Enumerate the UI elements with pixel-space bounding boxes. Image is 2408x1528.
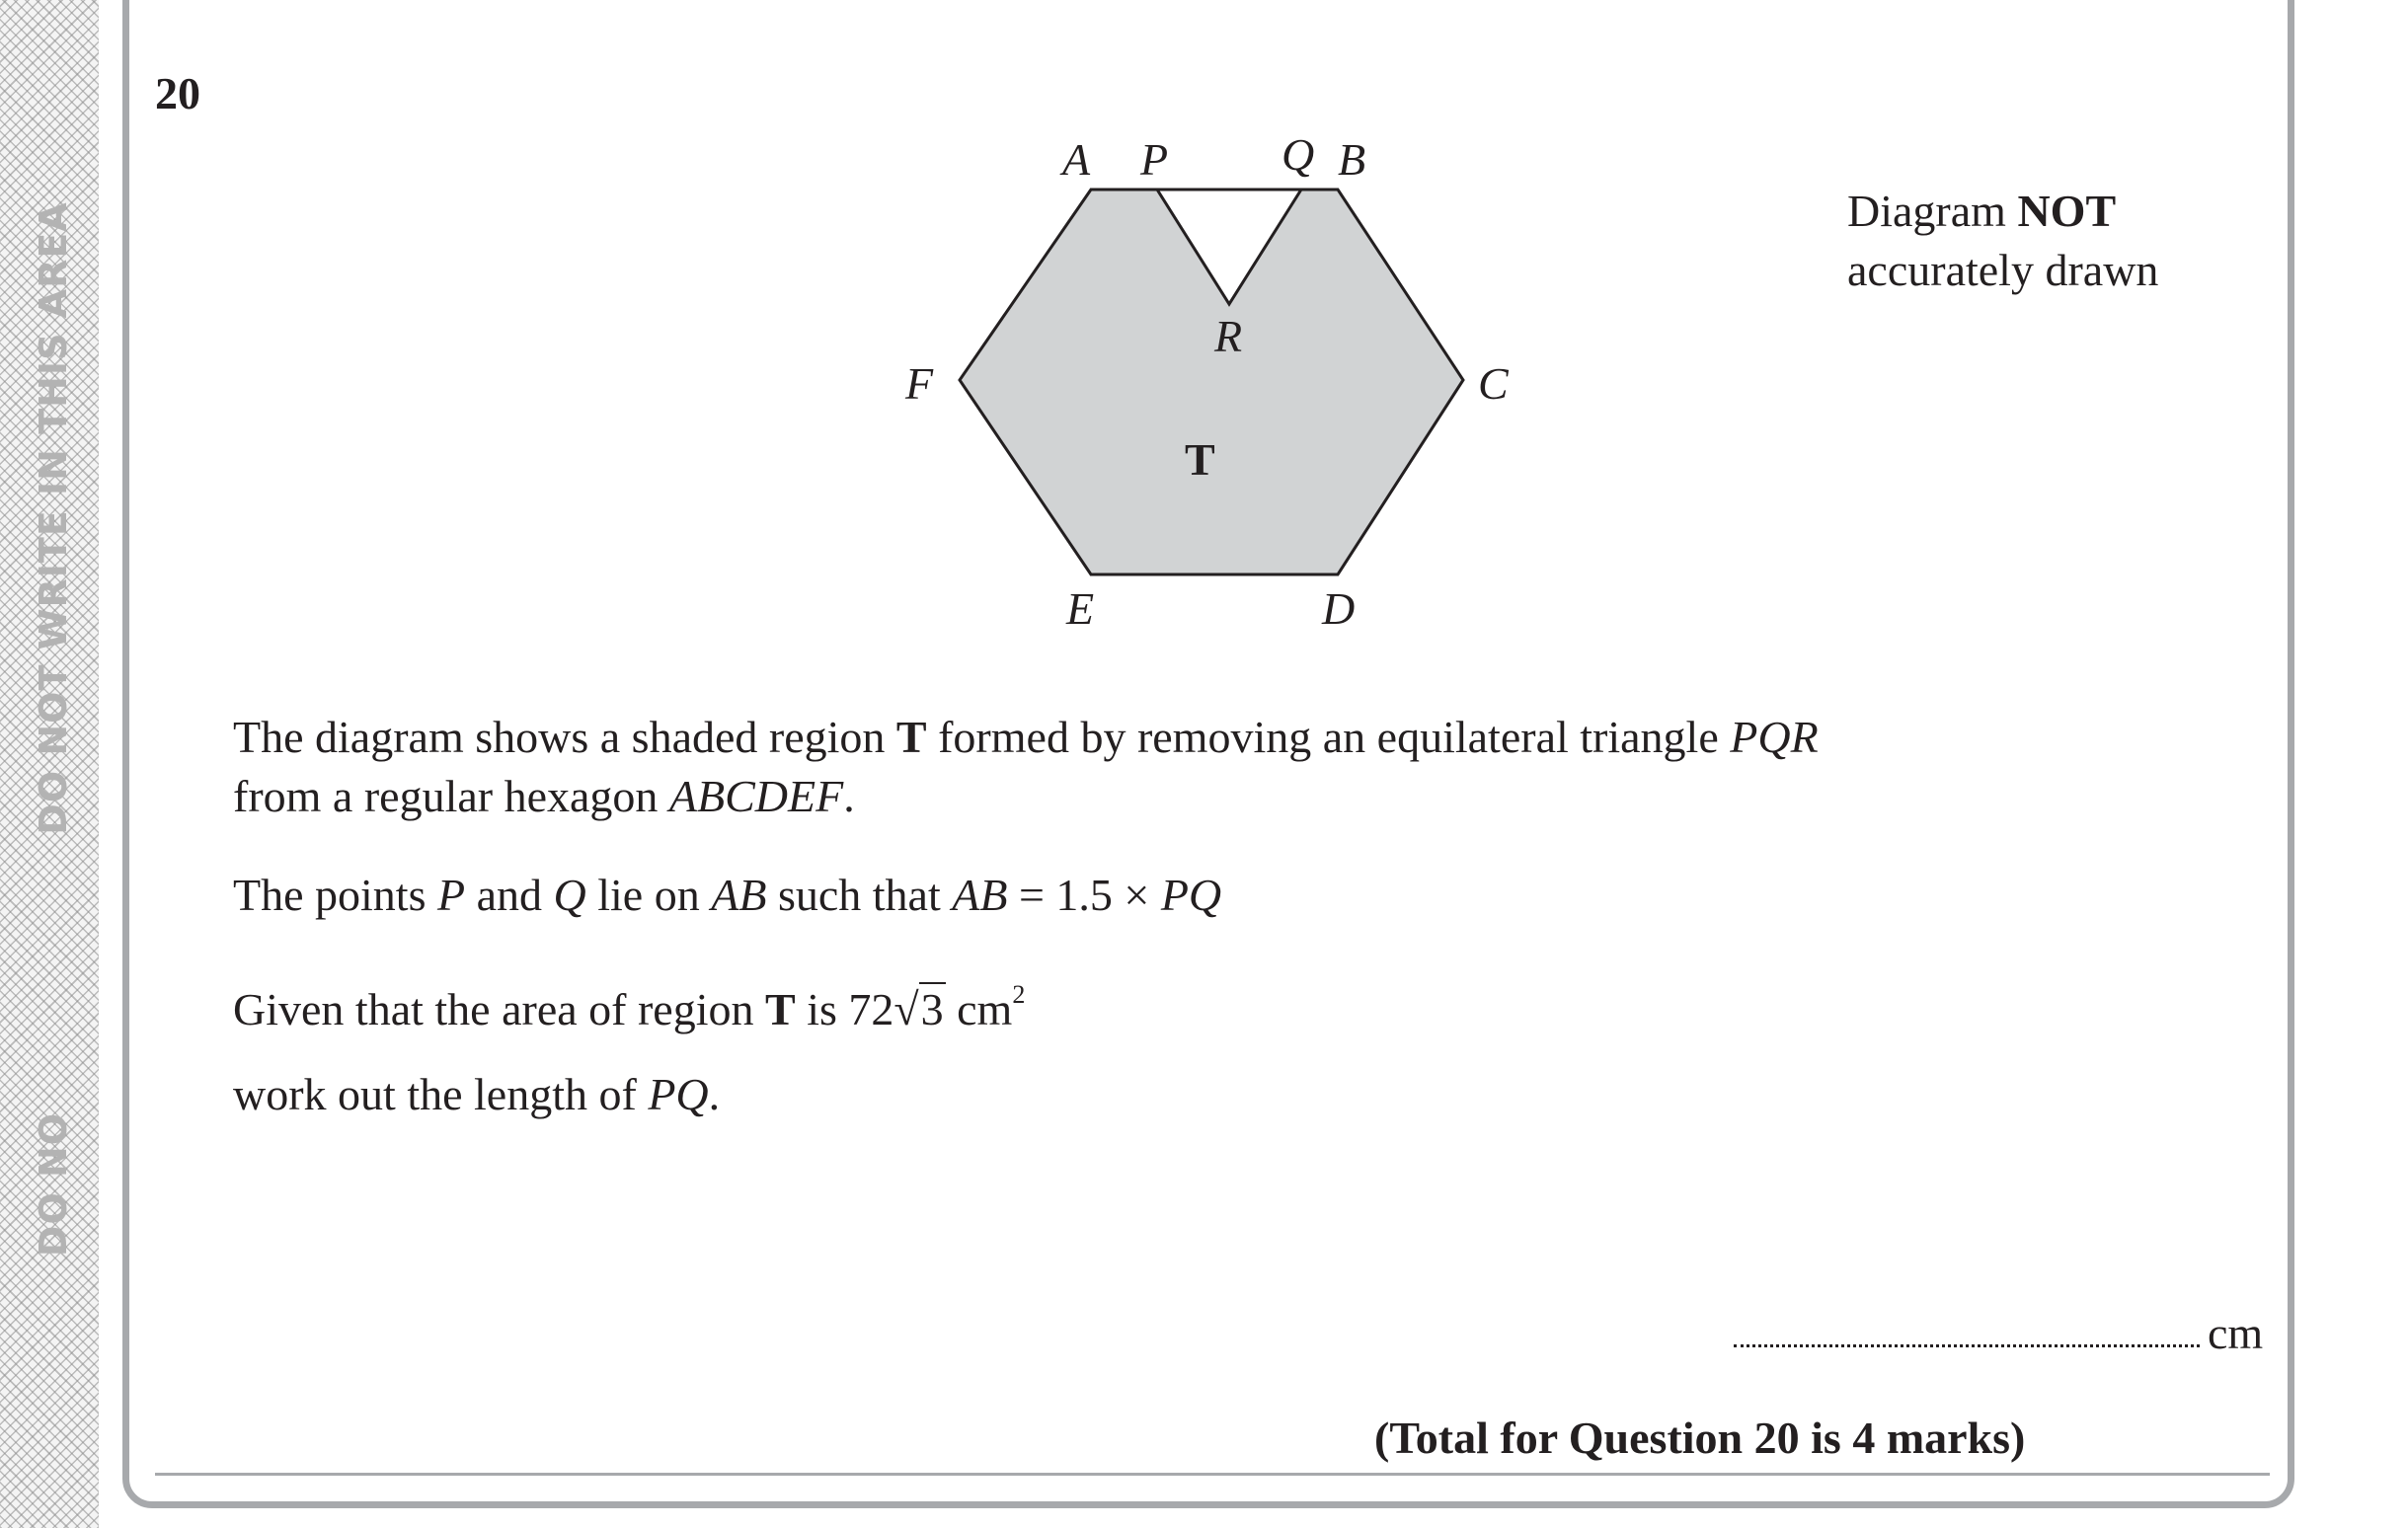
diagram-note [1847, 182, 2158, 300]
paragraph-points: The points P and Q lie on AB such that AB = 1.5 × PQ [233, 870, 1222, 920]
margin-warning-text-partial: DO NO [32, 1111, 75, 1258]
label-d: D [1322, 583, 1356, 634]
description-line1: The diagram shows a shaded region T formed by removing an equilateral triangle PQR [233, 712, 1819, 762]
shaded-region-t [960, 190, 1463, 574]
bottom-rule [155, 1473, 2270, 1476]
paragraph-area: Given that the area of region T is 72√3 $cm^2$ [233, 965, 1025, 1039]
question-number: 20 [155, 68, 200, 118]
paragraph-description [233, 708, 1819, 826]
label-f: F [905, 358, 934, 409]
square-root-3: √3 [893, 984, 944, 1034]
label-e: E [1066, 583, 1095, 634]
label-a: A [1062, 134, 1091, 185]
margin-warning-text: DO NOT WRITE IN THIS AREA [32, 201, 75, 835]
total-marks: (Total for Question 20 is 4 marks) [1374, 1413, 2026, 1463]
label-t: T [1185, 434, 1215, 485]
label-r: R [1214, 311, 1243, 361]
description-line2: from a regular hexagon ABCDEF. [233, 771, 855, 821]
label-c: C [1478, 358, 1509, 409]
label-b: B [1338, 134, 1366, 185]
label-p: P [1140, 134, 1169, 185]
answer-unit: cm [2208, 1308, 2264, 1358]
label-q: Q [1282, 129, 1315, 180]
diagram-note-line2: accurately drawn [1847, 245, 2159, 295]
answer-line[interactable] [1734, 1344, 2200, 1347]
paragraph-instruction: work out the length of PQ. [233, 1069, 721, 1119]
diagram-note-line1: Diagram NOT [1847, 186, 2117, 236]
